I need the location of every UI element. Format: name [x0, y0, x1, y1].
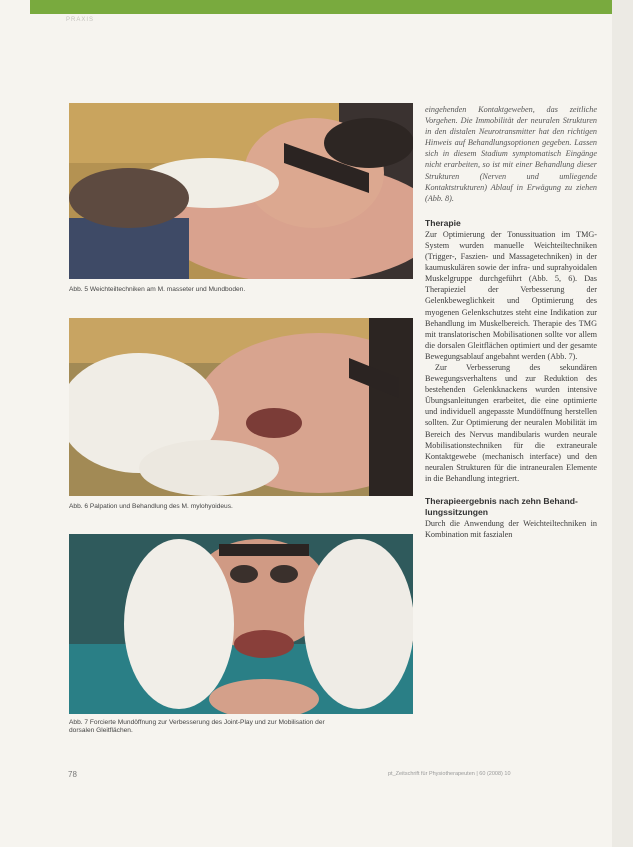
heading-therapieergebnis-line2: lungssitzungen [425, 507, 489, 517]
page-edge [612, 0, 633, 847]
heading-therapie: Therapie [425, 217, 461, 228]
paragraph-result: Durch die Anwendung der Weichteiltechniken in Kombination mit faszialen [425, 519, 597, 540]
figure-5-photo [69, 103, 413, 279]
intro-paragraph: eingehenden Kontaktgeweben, das zeitliche Vorgehen. Die Immobilität der neuralen Strukturen in den distalen Neurotransmitter hat den richtigen Hinweis auf Behandlungsoptionen gegeben. Lassen sich in diesem Stadium symptomatisch Eingänge nicht erarbeiten, so ist mit einer Behandlung dieser Strukturen (Nerven und umliegende Kontaktstrukturen) Ablauf in Erwägung zu ziehen (Abb. 8). [425, 105, 597, 203]
paragraph-therapie-1: Zur Optimierung der Tonussituation im TMG-System wurden manuelle Weichteiltechniken (Trigger-, Faszien- und Massagetechniken) in der kaumuskulären sowie der infra- und suprahyoidalen Muskelgruppe durchgeführt (Abb. 5, 6). Das Therapieziel der Verbesserung der Gelenkbeweglichkeit und Optimierung des myogenen Gelenkschutzes steht eine Indikation zur Behandlung im Muskelbereich. Therapie des TMG mit translatorischen Mobilisationen sollte vor allem die dorsalen Gleitflächen optimiert und der gesamte Bewegungsablauf angebahnt werden (Abb. 7). [425, 229, 597, 361]
header-color-bar [30, 0, 620, 14]
figure-7-photo [69, 534, 413, 714]
paragraph-therapie-2: Zur Verbesserung des sekundären Bewegungsverhaltens und zur Reduktion des bestehenden Gelenkknackens wurden intensive Übungsanleitungen erarbeitet, die eine optimierte und individuell angepasste Mundöffnung herstellen sollten. Zur Optimierung der neuralen Mobilität im Bereich des Nervus mandibularis wurden neurale Mobilisationstechniken für die extraneurale Kontaktgewebe (mechanisch interface) und den neuralen Strukturen für die intraneuralen Elemente in die Behandlung integriert. [425, 362, 597, 483]
text-column [425, 104, 597, 540]
journal-footer: pt_Zeitschrift für Physiotherapeuten | 60 (2008) 10 [388, 771, 511, 777]
figure-6-caption: Abb. 6 Palpation und Behandlung des M. mylohyoideus. [69, 503, 233, 510]
figure-7-caption-line2: dorsalen Gleitflächen. [69, 727, 133, 734]
running-head: PRAXIS [66, 17, 95, 23]
page-number: 78 [68, 770, 77, 779]
heading-therapieergebnis-line1: Therapieergebnis nach zehn Behand- [425, 496, 578, 506]
figure-7-caption-line1: Abb. 7 Forcierte Mundöffnung zur Verbesserung des Joint-Play und zur Mobilisation der [69, 719, 325, 726]
figure-7-caption [69, 719, 325, 735]
heading-therapieergebnis [425, 496, 597, 518]
figure-5-caption: Abb. 5 Weichteiltechniken am M. masseter und Mundboden. [69, 286, 246, 293]
figure-6-photo [69, 318, 413, 496]
